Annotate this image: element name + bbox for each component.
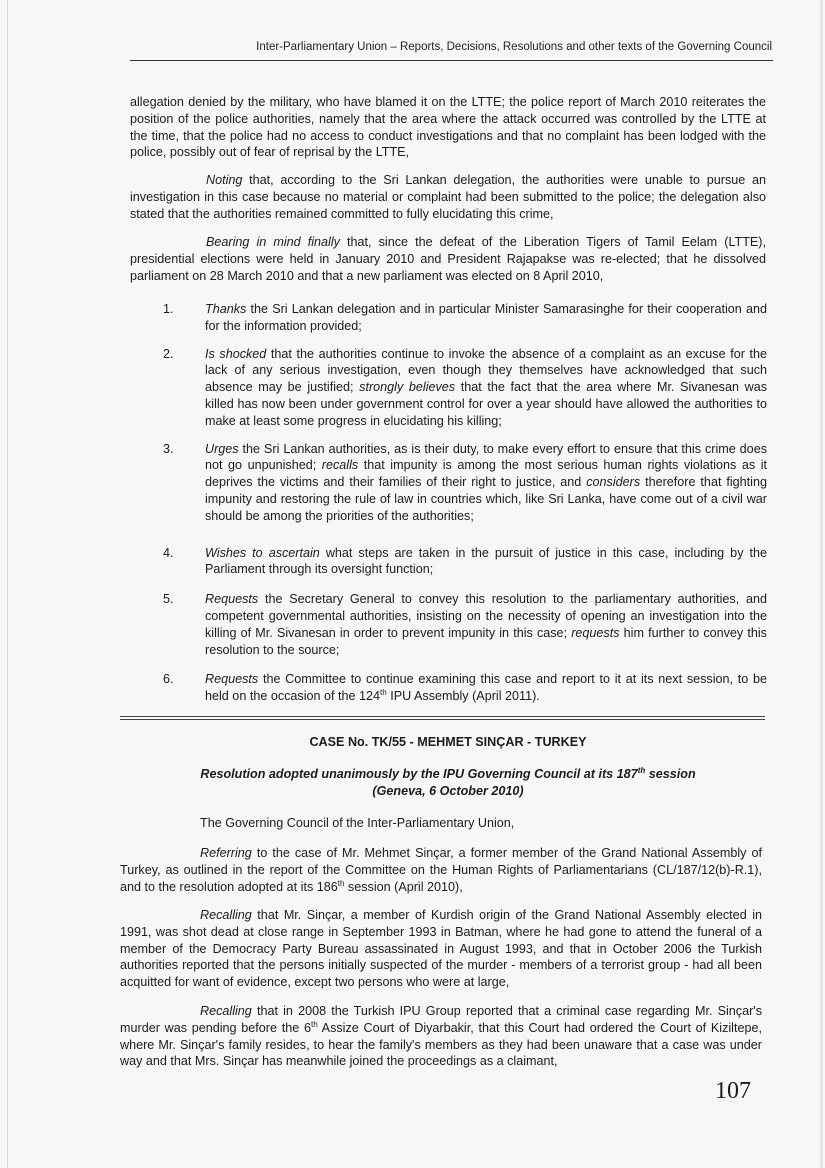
paragraph-body-end: session (April 2010), (344, 879, 463, 894)
operative-item (163, 441, 767, 525)
item-lead: Requests (205, 592, 259, 607)
paragraph-lead: Bearing in mind finally (206, 235, 340, 249)
item-lead: Wishes to ascertain (205, 545, 320, 560)
operative-item (163, 301, 767, 335)
item-text: the Sri Lankan delegation and in particular Minister Samarasinghe for their cooperation and for the information provided; (205, 302, 767, 333)
item-lead-2: strongly believes (359, 380, 456, 395)
item-number: 1. (163, 302, 174, 316)
item-number: 6. (163, 672, 174, 687)
paragraph-body: that Mr. Sinçar, a member of Kurdish origin of the Grand National Assembly elected in 1991, was shot dead at close range in September 1993 in Batman, where he had gone to attend the funeral of a member of the Democracy Party Bureau assassinated in August 1993, and that in October 2006 the Turkish authorities reported that the persons initially suspected of the murder - members of a terrorist group - had all been acquitted for want of evidence, except two persons who were at large, (120, 908, 762, 990)
item-lead: Urges (205, 441, 239, 456)
item-lead-2: requests (571, 625, 620, 640)
paragraph-body: that, according to the Sri Lankan delegation, the authorities were unable to pursue an investigation in this case because no material or complaint had been submitted to the police; the delegation also stated that the authorities remained committed to fully elucidating this crime, (130, 173, 766, 221)
item-number: 3. (163, 441, 174, 456)
case-title: CASE No. TK/55 - MEHMET SINÇAR - TURKEY (309, 735, 587, 749)
item-text: the Sri Lankan authorities, as is their duty, to make every effort to ensure that this crime does not go unpunished; (205, 441, 767, 473)
paragraph-bearing-in-mind (130, 234, 766, 284)
item-text-2: that the fact that the area where Mr. Sivanesan was killed has now been under government control for over a year should have allowed the authorities to make at least some progress in elucidating his killing; (205, 380, 767, 428)
item-text: the Committee to continue examining this case and report to it at its next session, to be held on the occasion of the 124 (205, 672, 767, 704)
paragraph-recalling-2 (120, 1003, 762, 1070)
resolution-date: (Geneva, 6 October 2010) (372, 784, 524, 798)
paragraph-superscript: th (310, 1019, 318, 1029)
item-number: 2. (163, 346, 174, 361)
paragraph-body: that, since the defeat of the Liberation Tigers of Tamil Eelam (LTTE), presidential elections were held in January 2010 and President Rajapakse was re-elected; that he dissolved parliament on 28 March 2010 and that a new parliament was elected on 8 April 2010, (130, 235, 766, 283)
scan-edge-left (7, 0, 8, 1168)
item-lead: Is shocked (205, 346, 267, 361)
operative-item (163, 346, 767, 430)
paragraph-lead: Noting (206, 173, 243, 187)
item-text-2: that impunity is among the most serious human rights violations as it deprives the victims and their families of their right to justice, and (205, 458, 768, 490)
item-number: 4. (163, 545, 174, 560)
item-lead-3: considers (586, 475, 641, 490)
section-divider (120, 716, 765, 720)
operative-item (163, 591, 767, 658)
paragraph-noting (130, 172, 766, 222)
resolution-title-superscript: th (637, 765, 646, 775)
paragraph-governing-council: The Governing Council of the Inter-Parliamentary Union, (200, 816, 515, 830)
resolution-title-text-end: session (645, 767, 696, 781)
header-rule (130, 60, 773, 61)
item-text-2: IPU Assembly (April 2011). (386, 689, 540, 704)
operative-item (163, 545, 767, 579)
item-text: the Secretary General to convey this resolution to the parliamentary authorities, and competent governmental authorities, insisting on the necessity of opening an investigation into the killing of Mr. Sivanesan in order to prevent impunity in this case; (205, 592, 767, 640)
item-text-2: him further to convey this resolution to the source; (205, 625, 767, 657)
paragraph-lead: Recalling (200, 908, 252, 922)
item-superscript: th (380, 687, 387, 697)
item-text: that the authorities continue to invoke the absence of a complaint as an excuse for the lack of any serious investigation, even though they themselves have acknowledged that such absence may be justified; (205, 346, 767, 395)
operative-item (163, 671, 767, 705)
paragraph-allegation: allegation denied by the military, who have blamed it on the LTTE; the police report of March 2010 reiterates the position of the police authorities, namely that the area where the attack occurred was controlled by the LTTE at the time, that the police had no access to conduct investigations and that no complaint has been lodged with the police, possibly out of fear of reprisal by the LTTE, (130, 95, 766, 160)
running-header: Inter-Parliamentary Union – Reports, Decisions, Resolutions and other texts of the Governing Council (256, 41, 772, 53)
scan-edge-right (820, 0, 823, 1168)
paragraph-body: to the case of Mr. Mehmet Sinçar, a former member of the Grand National Assembly of Turkey, as outlined in the report of the Committee on the Human Rights of Parliamentarians (CL/187/12(b)-R.1), and to the resolution adopted at its 186 (120, 846, 762, 894)
paragraph-superscript: th (337, 878, 345, 888)
item-number: 5. (163, 592, 174, 607)
item-text-3: therefore that fighting impunity and restoring the rule of law in countries which, like Sri Lanka, have come out of a civil war should be among the priorities of the authorities; (205, 475, 767, 523)
operative-list (163, 301, 767, 705)
item-lead: Requests (205, 672, 259, 687)
paragraph-lead: Referring (200, 846, 252, 860)
paragraph-referring (120, 845, 762, 895)
item-text: what steps are taken in the pursuit of justice in this case, including by the Parliament through its oversight function; (205, 545, 768, 577)
resolution-title (130, 766, 766, 800)
paragraph-body-end: Assize Court of Diyarbakir, that this Court had ordered the Court of Kiziltepe, where Mr. Sinçar's family resides, to hear the family's members as they had been unaware that a case was under way and that Mrs. Sinçar has meanwhile joined the proceedings as a claimant, (120, 1020, 762, 1069)
resolution-title-text: Resolution adopted unanimously by the IPU Governing Council at its 187 (200, 767, 638, 781)
item-lead-2: recalls (321, 458, 359, 473)
paragraph-body: that in 2008 the Turkish IPU Group reported that a criminal case regarding Mr. Sinçar's murder was pending before the 6 (120, 1004, 762, 1035)
paragraph-recalling-1 (120, 907, 762, 991)
paragraph-lead: Recalling (200, 1004, 252, 1018)
page-number: 107 (715, 1078, 751, 1104)
item-lead: Thanks (205, 302, 247, 316)
